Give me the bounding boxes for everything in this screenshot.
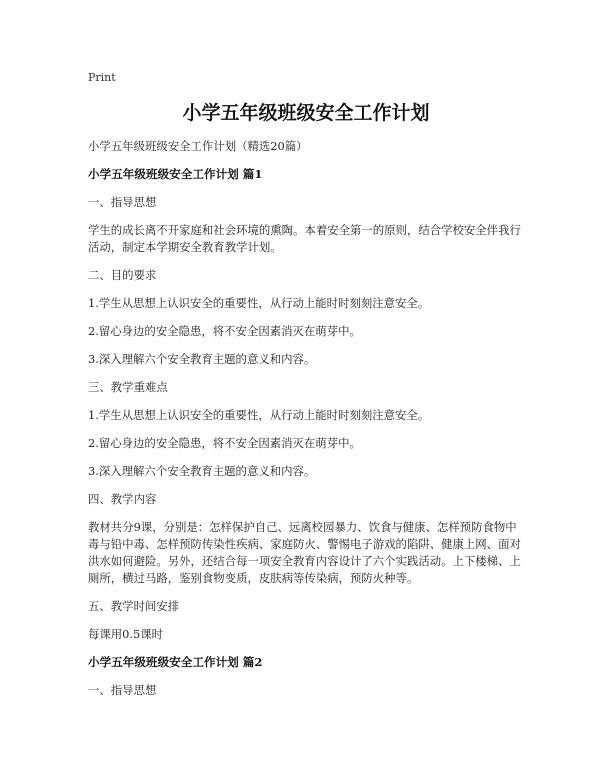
page-title: 小学五年级班级安全工作计划 (182, 102, 430, 124)
paragraph: 一、指导思想 (88, 195, 157, 209)
section-heading: 小学五年级班级安全工作计划 篇1 (88, 167, 263, 181)
paragraph: 3.深入理解六个安全教育主题的意义和内容。 (88, 464, 316, 478)
paragraph: 二、目的要求 (88, 268, 157, 282)
section-heading: 小学五年级班级安全工作计划 篇2 (88, 655, 263, 669)
print-label: Print (88, 71, 116, 84)
paragraph: 五、教学时间安排 (88, 599, 180, 613)
paragraph: 每课用0.5课时 (88, 627, 164, 641)
subtitle: 小学五年级班级安全工作计划（精选20篇） (88, 139, 308, 153)
paragraph: 四、教学内容 (88, 492, 157, 506)
paragraph: 1.学生从思想上认识安全的重要性，从行动上能时时刻刻注意安全。 (88, 408, 430, 422)
paragraph: 2.留心身边的安全隐患，将不安全因素消灭在萌芽中。 (88, 324, 361, 338)
paragraph: 1.学生从思想上认识安全的重要性，从行动上能时时刻刻注意安全。 (88, 296, 430, 310)
paragraph: 2.留心身边的安全隐患，将不安全因素消灭在萌芽中。 (88, 436, 361, 450)
paragraph: 3.深入理解六个安全教育主题的意义和内容。 (88, 352, 316, 366)
document-body (88, 138, 524, 699)
paragraph: 教材共分9课，分别是：怎样保护自己、远离校园暴力、饮食与健康、怎样预防食物中毒与铅中毒、怎样预防传染性疾病、家庭防火、警惕电子游戏的陷阱、健康上网、面对洪水如何避险。另外，还结合每一项安全教育内容设计了六个实践活动。上下楼梯、上厕所，横过马路，鉴别食物变质，皮肤病等传染病，预防火种等。 (88, 520, 521, 585)
paragraph: 学生的成长离不开家庭和社会环境的熏陶。本着安全第一的原则，结合学校安全伴我行活动，制定本学期安全教育教学计划。 (88, 223, 521, 254)
document-page (88, 70, 524, 710)
paragraph: 一、指导思想 (88, 683, 157, 697)
paragraph: 三、教学重难点 (88, 380, 168, 394)
